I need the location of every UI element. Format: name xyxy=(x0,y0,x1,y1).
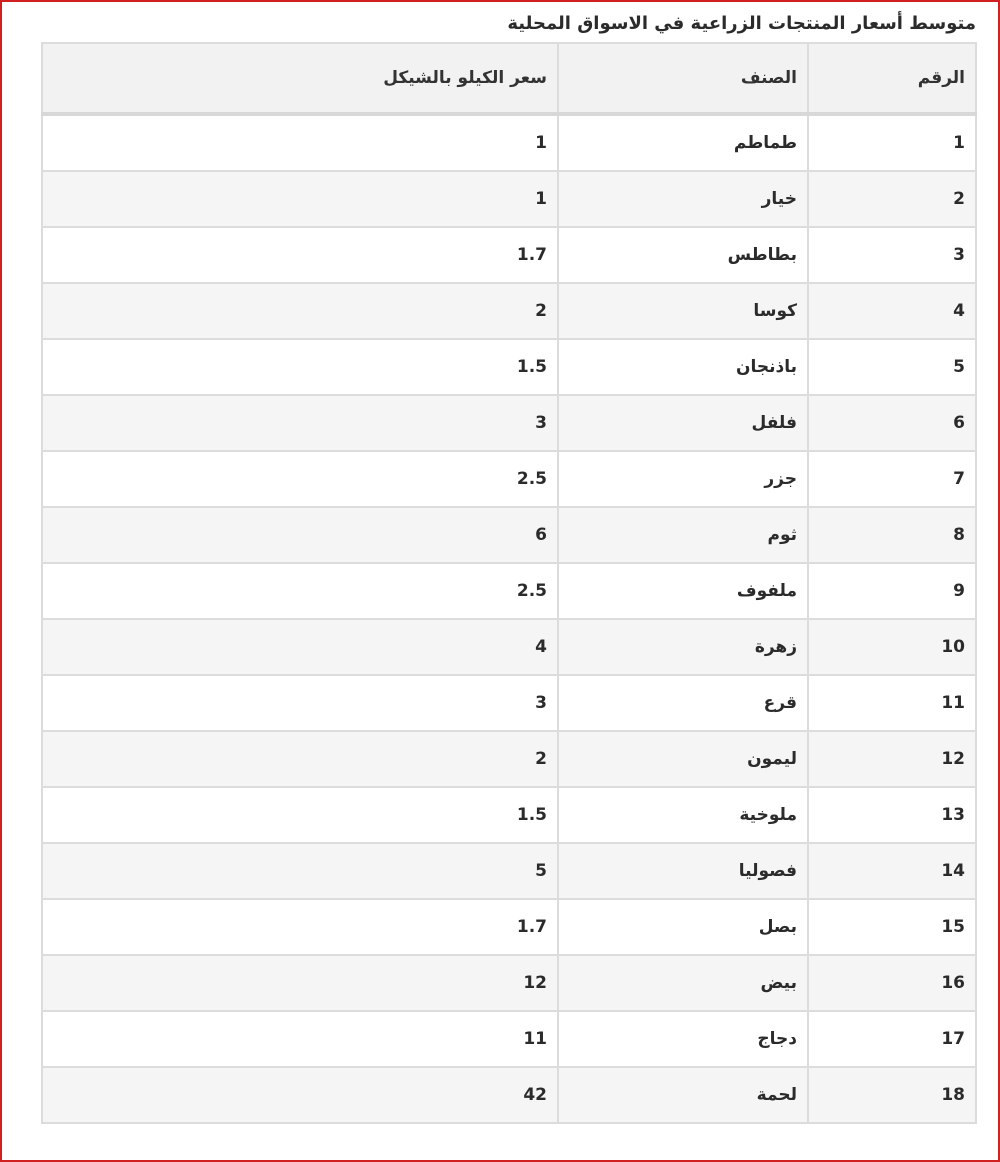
table-row xyxy=(42,675,976,731)
cell-item: فلفل xyxy=(558,395,808,451)
cell-price: 2.5 xyxy=(42,563,558,619)
table-row xyxy=(42,451,976,507)
table-row xyxy=(42,619,976,675)
cell-number: 3 xyxy=(808,227,976,283)
price-table xyxy=(41,42,977,1124)
table-row xyxy=(42,1011,976,1067)
table-row xyxy=(42,227,976,283)
cell-item: بيض xyxy=(558,955,808,1011)
cell-number: 18 xyxy=(808,1067,976,1123)
cell-item: خيار xyxy=(558,171,808,227)
cell-price: 2 xyxy=(42,731,558,787)
cell-price: 1.7 xyxy=(42,227,558,283)
header-row xyxy=(42,43,976,114)
cell-item: قرع xyxy=(558,675,808,731)
cell-price: 4 xyxy=(42,619,558,675)
cell-price: 1.5 xyxy=(42,339,558,395)
table-row xyxy=(42,395,976,451)
cell-price: 42 xyxy=(42,1067,558,1123)
header-price: سعر الكيلو بالشيكل xyxy=(42,43,558,114)
cell-number: 16 xyxy=(808,955,976,1011)
table-row xyxy=(42,787,976,843)
cell-price: 1.7 xyxy=(42,899,558,955)
cell-number: 1 xyxy=(808,114,976,171)
cell-price: 1.5 xyxy=(42,787,558,843)
cell-number: 5 xyxy=(808,339,976,395)
cell-price: 1 xyxy=(42,114,558,171)
cell-item: زهرة xyxy=(558,619,808,675)
cell-price: 2 xyxy=(42,283,558,339)
cell-item: لحمة xyxy=(558,1067,808,1123)
cell-item: ملفوف xyxy=(558,563,808,619)
table-row xyxy=(42,843,976,899)
table-body xyxy=(42,114,976,1123)
cell-number: 12 xyxy=(808,731,976,787)
price-table-container xyxy=(41,42,975,1124)
cell-number: 13 xyxy=(808,787,976,843)
cell-number: 6 xyxy=(808,395,976,451)
cell-item: ليمون xyxy=(558,731,808,787)
header-number: الرقم xyxy=(808,43,976,114)
cell-number: 4 xyxy=(808,283,976,339)
cell-price: 2.5 xyxy=(42,451,558,507)
table-row xyxy=(42,955,976,1011)
cell-number: 7 xyxy=(808,451,976,507)
cell-number: 9 xyxy=(808,563,976,619)
cell-number: 11 xyxy=(808,675,976,731)
cell-price: 5 xyxy=(42,843,558,899)
cell-item: كوسا xyxy=(558,283,808,339)
table-row xyxy=(42,114,976,171)
cell-item: دجاج xyxy=(558,1011,808,1067)
cell-item: بطاطس xyxy=(558,227,808,283)
cell-number: 17 xyxy=(808,1011,976,1067)
table-row xyxy=(42,507,976,563)
table-row xyxy=(42,339,976,395)
table-row xyxy=(42,563,976,619)
cell-item: بصل xyxy=(558,899,808,955)
cell-number: 10 xyxy=(808,619,976,675)
cell-number: 14 xyxy=(808,843,976,899)
cell-price: 12 xyxy=(42,955,558,1011)
cell-number: 8 xyxy=(808,507,976,563)
table-header xyxy=(42,43,976,114)
table-row xyxy=(42,899,976,955)
cell-price: 6 xyxy=(42,507,558,563)
cell-price: 1 xyxy=(42,171,558,227)
cell-item: ثوم xyxy=(558,507,808,563)
cell-item: طماطم xyxy=(558,114,808,171)
cell-price: 11 xyxy=(42,1011,558,1067)
cell-item: باذنجان xyxy=(558,339,808,395)
cell-item: جزر xyxy=(558,451,808,507)
cell-number: 2 xyxy=(808,171,976,227)
cell-item: فصوليا xyxy=(558,843,808,899)
table-row xyxy=(42,731,976,787)
table-row xyxy=(42,171,976,227)
cell-number: 15 xyxy=(808,899,976,955)
table-row xyxy=(42,283,976,339)
table-row xyxy=(42,1067,976,1123)
cell-price: 3 xyxy=(42,675,558,731)
header-item: الصنف xyxy=(558,43,808,114)
cell-item: ملوخية xyxy=(558,787,808,843)
table-caption: متوسط أسعار المنتجات الزراعية في الاسواق المحلية xyxy=(507,13,976,34)
cell-price: 3 xyxy=(42,395,558,451)
